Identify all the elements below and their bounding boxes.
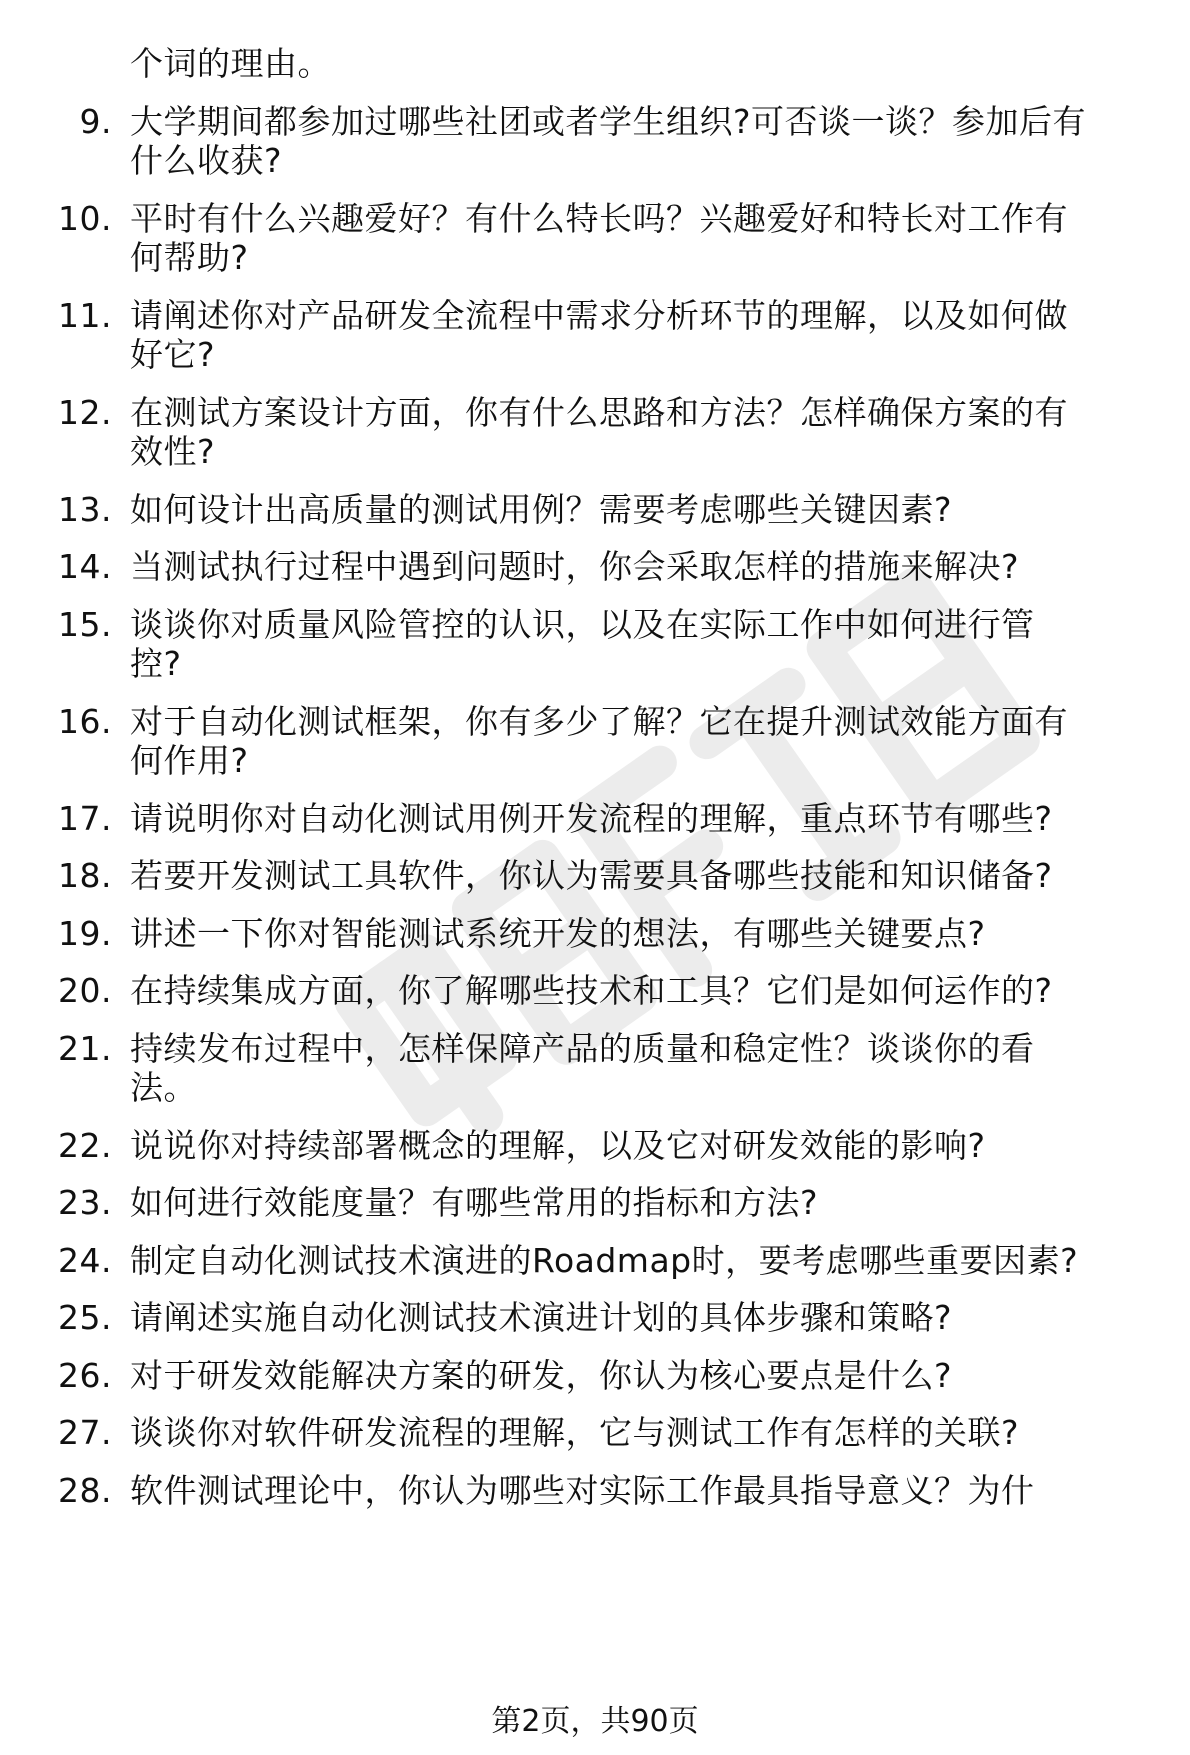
question-text-line: 若要开发测试工具软件，你认为需要具备哪些技能和知识储备? bbox=[130, 856, 1053, 895]
question-text-line: 个词的理由。 bbox=[130, 44, 331, 83]
question-text-line: 在测试方案设计方面，你有什么思路和方法？怎样确保方案的有 bbox=[130, 392, 1068, 432]
page-footer: 第2页，共90页 bbox=[491, 1704, 699, 1739]
question-text-line: 平时有什么兴趣爱好？有什么特长吗？兴趣爱好和特长对工作有 bbox=[130, 198, 1068, 238]
question-text-line: 请阐述实施自动化测试技术演进计划的具体步骤和策略? bbox=[130, 1298, 953, 1337]
question-number: 23. bbox=[58, 1183, 112, 1222]
question-text-line: 何作用? bbox=[130, 741, 249, 780]
question-text-line: 请说明你对自动化测试用例开发流程的理解，重点环节有哪些? bbox=[130, 798, 1053, 838]
question-number: 16. bbox=[58, 701, 112, 741]
question-text-line: 说说你对持续部署概念的理解，以及它对研发效能的影响? bbox=[130, 1125, 986, 1165]
question-text-line: 制定自动化测试技术演进的Roadmap时，要考虑哪些重要因素? bbox=[130, 1240, 1079, 1280]
question-number: 12. bbox=[58, 392, 112, 432]
question-text-line: 持续发布过程中，怎样保障产品的质量和稳定性？谈谈你的看 bbox=[130, 1028, 1035, 1068]
question-text-line: 软件测试理论中，你认为哪些对实际工作最具指导意义？为什 bbox=[130, 1470, 1035, 1510]
question-text-line: 何帮助? bbox=[130, 238, 249, 277]
question-number: 11. bbox=[58, 295, 112, 335]
question-text-line: 谈谈你对质量风险管控的认识，以及在实际工作中如何进行管 bbox=[130, 604, 1035, 644]
question-number: 25. bbox=[58, 1298, 112, 1337]
question-number: 17. bbox=[58, 798, 112, 838]
question-number: 27. bbox=[58, 1413, 112, 1452]
question-text-line: 对于自动化测试框架，你有多少了解？它在提升测试效能方面有 bbox=[130, 701, 1068, 741]
question-number: 13. bbox=[58, 489, 112, 529]
question-text-line: 请阐述你对产品研发全流程中需求分析环节的理解，以及如何做 bbox=[130, 295, 1068, 335]
question-text-line: 控? bbox=[130, 644, 182, 683]
question-number: 19. bbox=[58, 913, 112, 953]
question-number: 22. bbox=[58, 1125, 112, 1165]
question-number: 28. bbox=[58, 1470, 112, 1510]
question-number: 18. bbox=[58, 856, 112, 895]
question-text-line: 在持续集成方面，你了解哪些技术和工具？它们是如何运作的? bbox=[130, 971, 1053, 1010]
question-text-line: 当测试执行过程中遇到问题时，你会采取怎样的措施来解决? bbox=[130, 547, 1020, 586]
question-text-line: 对于研发效能解决方案的研发，你认为核心要点是什么? bbox=[130, 1355, 953, 1395]
question-number: 20. bbox=[58, 971, 112, 1010]
question-number: 24. bbox=[58, 1240, 112, 1280]
question-number: 10. bbox=[58, 198, 112, 238]
question-text-line: 效性? bbox=[130, 432, 216, 471]
question-text-line: 谈谈你对软件研发流程的理解，它与测试工作有怎样的关联? bbox=[130, 1413, 1020, 1452]
question-text-line: 好它? bbox=[130, 335, 216, 374]
question-text-line: 大学期间都参加过哪些社团或者学生组织?可否谈一谈？参加后有 bbox=[130, 101, 1087, 141]
question-number: 14. bbox=[58, 547, 112, 586]
question-text-line: 如何进行效能度量？有哪些常用的指标和方法? bbox=[130, 1183, 819, 1222]
question-number: 26. bbox=[58, 1355, 112, 1395]
question-number: 21. bbox=[58, 1028, 112, 1068]
question-text-line: 什么收获? bbox=[130, 141, 283, 180]
question-text-line: 法。 bbox=[130, 1068, 197, 1107]
question-number: 15. bbox=[58, 604, 112, 644]
question-text-line: 如何设计出高质量的测试用例？需要考虑哪些关键因素? bbox=[130, 489, 953, 529]
question-number: 9. bbox=[79, 101, 112, 141]
question-text-line: 讲述一下你对智能测试系统开发的想法，有哪些关键要点? bbox=[130, 913, 986, 953]
